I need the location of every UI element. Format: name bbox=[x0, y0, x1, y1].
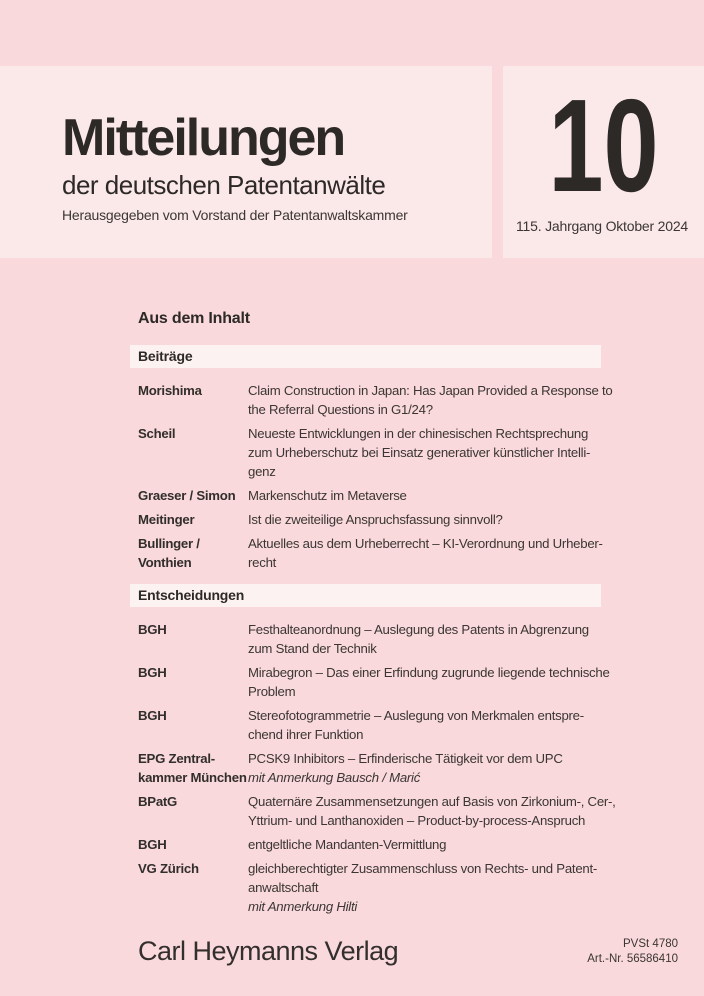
table-row bbox=[130, 663, 630, 701]
volume-label: 115. Jahrgang bbox=[516, 218, 602, 234]
annotation-note: mit Anmerkung Bausch / Marić bbox=[248, 770, 421, 785]
court-cell: BPatG bbox=[138, 794, 178, 809]
issue-meta bbox=[503, 218, 704, 258]
title-cell: Festhalteanordnung – Auslegung des Patents in Abgrenzung zum Stand der Technik bbox=[248, 622, 589, 656]
author-cell: Graeser / Simon bbox=[138, 488, 236, 503]
masthead-panel bbox=[0, 66, 492, 258]
court-cell: EPG Zentral- kammer München bbox=[138, 751, 247, 785]
table-row bbox=[130, 534, 630, 572]
table-row bbox=[130, 510, 630, 529]
title-cell: Markenschutz im Metaverse bbox=[248, 488, 407, 503]
title-cell: Ist die zweiteilige Anspruchsfassung sinnvoll? bbox=[248, 512, 503, 527]
table-row bbox=[130, 859, 630, 916]
table-row bbox=[130, 381, 630, 419]
table-row bbox=[130, 749, 630, 787]
table-row bbox=[130, 835, 630, 854]
pvst-number: PVSt 4780 bbox=[623, 938, 678, 950]
footer-meta bbox=[587, 937, 678, 967]
title-cell: Claim Construction in Japan: Has Japan Provided a Response to the Referral Questions in G1/24? bbox=[248, 383, 613, 417]
issue-month: Oktober 2024 bbox=[605, 218, 688, 234]
author-cell: Scheil bbox=[138, 426, 176, 441]
table-row bbox=[130, 792, 630, 830]
contents-heading: Aus dem Inhalt bbox=[138, 310, 250, 327]
title-cell: Stereofotogrammetrie – Auslegung von Merkmalen entspre- chend ihrer Funktion bbox=[248, 708, 584, 742]
title-cell: Neueste Entwicklungen in der chinesischen Rechtsprechung zum Urheberschutz bei Einsatz generativer künstlicher Intelli- genz bbox=[248, 426, 591, 479]
decision-title: PCSK9 Inhibitors – Erfinderische Tätigkeit vor dem UPC bbox=[248, 751, 563, 766]
author-cell: Bullinger / Vonthien bbox=[138, 536, 200, 570]
section-header-entscheidungen: Entscheidungen bbox=[130, 584, 601, 607]
table-of-contents bbox=[130, 309, 616, 921]
title-cell: Mirabegron – Das einer Erfindung zugrunde liegende technische Problem bbox=[248, 665, 610, 699]
article-number: Art.-Nr. 56586410 bbox=[587, 953, 678, 965]
table-row bbox=[130, 486, 630, 505]
issue-panel bbox=[503, 66, 704, 258]
footer-publisher: Carl Heymanns Verlag bbox=[138, 936, 399, 966]
court-cell: BGH bbox=[138, 837, 167, 852]
journal-title: Mitteilungen bbox=[62, 109, 345, 167]
entscheidungen-rows bbox=[130, 620, 630, 916]
author-cell: Meitinger bbox=[138, 512, 195, 527]
court-cell: BGH bbox=[138, 708, 167, 723]
table-row bbox=[130, 424, 630, 481]
court-cell: BGH bbox=[138, 665, 167, 680]
table-row bbox=[130, 706, 630, 744]
section-header-beitraege: Beiträge bbox=[130, 345, 601, 368]
title-cell: entgeltliche Mandanten-Vermittlung bbox=[248, 837, 447, 852]
court-cell: BGH bbox=[138, 622, 167, 637]
journal-subtitle: der deutschen Patentanwälte bbox=[62, 170, 386, 200]
author-cell: Morishima bbox=[138, 383, 202, 398]
publisher-line: Herausgegeben vom Vorstand der Patentanwaltskammer bbox=[62, 206, 408, 223]
title-cell bbox=[248, 749, 630, 787]
court-cell: VG Zürich bbox=[138, 861, 199, 876]
issue-number: 10 bbox=[548, 72, 659, 219]
title-cell bbox=[248, 859, 630, 916]
title-cell: Quaternäre Zusammensetzungen auf Basis von Zirkonium-, Cer-, Yttrium- und Lanthanoxiden – Product-by-process-Anspruch bbox=[248, 794, 616, 828]
decision-title: gleichberechtigter Zusammenschluss von Rechts- und Patent- anwaltschaft bbox=[248, 861, 598, 895]
title-cell: Aktuelles aus dem Urheberrecht – KI-Verordnung und Urheber- recht bbox=[248, 536, 603, 570]
beitraege-rows bbox=[130, 381, 630, 572]
table-row bbox=[130, 620, 630, 658]
annotation-note: mit Anmerkung Hilti bbox=[248, 899, 358, 914]
